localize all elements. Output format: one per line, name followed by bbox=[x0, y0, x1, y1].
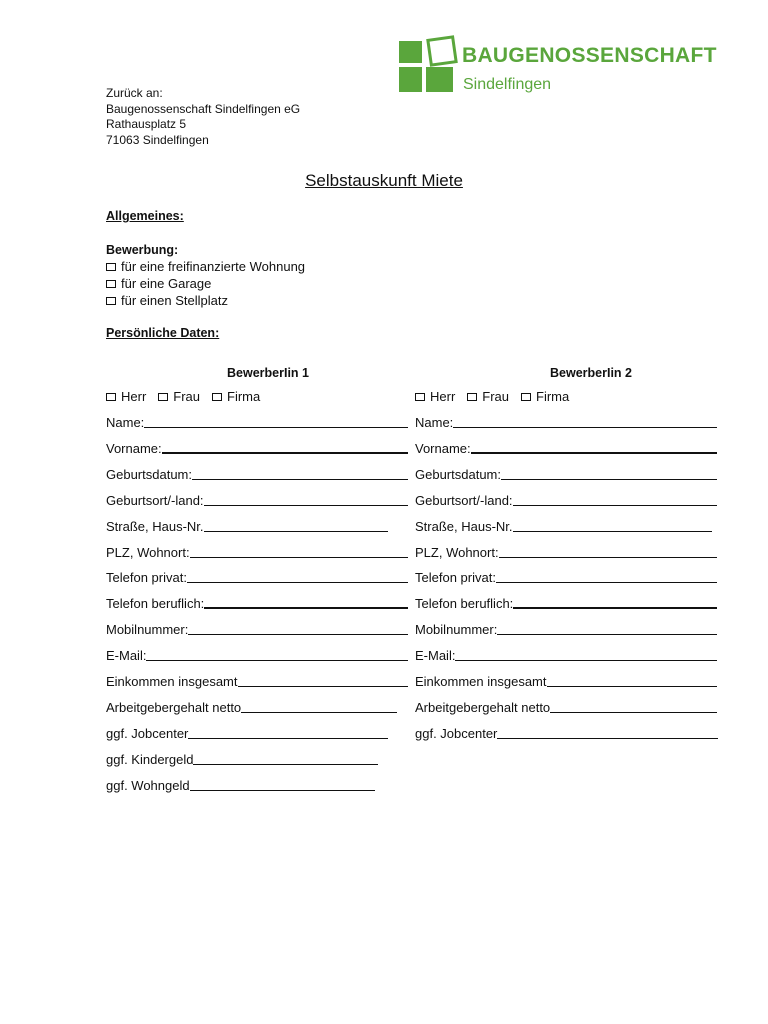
field-label: ggf. Kindergeld bbox=[106, 751, 194, 767]
salutation-option[interactable]: Firma bbox=[521, 389, 569, 404]
logo-squares-icon bbox=[398, 34, 458, 94]
form-field-applicant2[interactable] bbox=[415, 672, 717, 690]
applicant2-heading: BewerberIin 2 bbox=[550, 366, 632, 380]
field-input-line[interactable] bbox=[204, 607, 408, 609]
form-field-applicant1[interactable] bbox=[106, 594, 408, 612]
form-field-applicant1[interactable] bbox=[106, 724, 388, 742]
field-label: ggf. Jobcenter bbox=[106, 725, 189, 741]
field-input-line[interactable] bbox=[550, 712, 717, 713]
salutation-option[interactable]: Firma bbox=[212, 389, 260, 404]
field-label: Name: bbox=[415, 415, 454, 430]
field-label: Geburtsort/-land: bbox=[415, 492, 513, 508]
field-label: ggf. Jobcenter bbox=[415, 725, 498, 741]
field-label: Vorname: bbox=[415, 440, 471, 456]
field-label: Mobilnummer: bbox=[415, 622, 498, 638]
field-label: E-Mail: bbox=[415, 648, 456, 664]
checkbox[interactable] bbox=[521, 393, 531, 401]
field-input-line[interactable] bbox=[192, 479, 408, 480]
option-label: für einen Stellplatz bbox=[121, 293, 228, 308]
field-label: ggf. Wohngeld bbox=[106, 777, 190, 793]
logo-subtitle: Sindelfingen bbox=[463, 76, 552, 93]
form-field-applicant1[interactable] bbox=[106, 646, 408, 664]
logo-title: BAUGENOSSENSCHAFT bbox=[462, 44, 717, 67]
field-input-line[interactable] bbox=[190, 557, 408, 558]
form-field-applicant1[interactable] bbox=[106, 672, 408, 690]
field-input-line[interactable] bbox=[188, 738, 388, 739]
form-field-applicant2[interactable] bbox=[415, 543, 717, 561]
field-label: Mobilnummer: bbox=[106, 622, 189, 638]
option-label: für eine freifinanzierte Wohnung bbox=[121, 259, 306, 274]
field-input-line[interactable] bbox=[204, 531, 388, 532]
checkbox[interactable] bbox=[212, 393, 222, 401]
checkbox[interactable] bbox=[158, 393, 168, 401]
form-field-applicant2[interactable] bbox=[415, 698, 717, 716]
field-label: Arbeitgebergehalt netto bbox=[415, 699, 551, 715]
company-logo bbox=[398, 34, 728, 98]
form-field-applicant2[interactable] bbox=[415, 465, 717, 483]
return-address bbox=[106, 86, 300, 148]
field-label: Vorname: bbox=[106, 440, 162, 456]
form-field-applicant2[interactable] bbox=[415, 724, 718, 742]
option-label: für eine Garage bbox=[121, 276, 212, 291]
general-heading: Allgemeines: bbox=[106, 209, 184, 223]
field-label: Arbeitgebergehalt netto bbox=[106, 699, 242, 715]
field-input-line[interactable] bbox=[193, 764, 378, 765]
field-label: PLZ, Wohnort: bbox=[415, 544, 499, 560]
field-label: Einkommen insgesamt bbox=[415, 674, 547, 689]
field-input-line[interactable] bbox=[204, 505, 408, 506]
form-field-applicant1[interactable] bbox=[106, 413, 408, 431]
salutation-option[interactable]: Herr bbox=[106, 389, 146, 404]
checkbox[interactable] bbox=[467, 393, 477, 401]
form-field-applicant2[interactable] bbox=[415, 517, 712, 535]
field-input-line[interactable] bbox=[187, 582, 408, 583]
field-label: Straße, Haus-Nr. bbox=[415, 518, 513, 534]
form-field-applicant1[interactable] bbox=[106, 620, 408, 638]
field-label: PLZ, Wohnort: bbox=[106, 544, 190, 560]
applicant1-heading: BewerberIin 1 bbox=[227, 366, 309, 380]
address-line: 71063 Sindelfingen bbox=[106, 132, 209, 147]
form-field-applicant2[interactable] bbox=[415, 646, 717, 664]
application-option-apartment[interactable] bbox=[106, 259, 305, 274]
salutation-option[interactable]: Frau bbox=[158, 389, 200, 404]
form-field-applicant2[interactable] bbox=[415, 439, 717, 457]
field-label: Einkommen insgesamt bbox=[106, 674, 238, 689]
salutation-option[interactable]: Frau bbox=[467, 389, 509, 404]
form-field-applicant2[interactable] bbox=[415, 413, 717, 431]
form-field-applicant1[interactable] bbox=[106, 465, 408, 483]
field-input-line[interactable] bbox=[146, 660, 408, 661]
field-input-line[interactable] bbox=[471, 452, 717, 454]
salutation-option[interactable]: Herr bbox=[415, 389, 455, 404]
form-field-applicant1[interactable] bbox=[106, 439, 408, 457]
field-label: Telefon privat: bbox=[106, 570, 187, 586]
field-input-line[interactable] bbox=[238, 686, 409, 687]
checkbox[interactable] bbox=[106, 297, 116, 305]
form-field-applicant2[interactable] bbox=[415, 620, 717, 638]
salutation-group-2 bbox=[415, 389, 581, 404]
field-label: Straße, Haus-Nr. bbox=[106, 518, 204, 534]
field-label: E-Mail: bbox=[106, 648, 147, 664]
form-field-applicant1[interactable] bbox=[106, 517, 388, 535]
form-field-applicant1[interactable] bbox=[106, 543, 408, 561]
form-field-applicant1[interactable] bbox=[106, 568, 408, 586]
address-line: Zurück an: bbox=[106, 86, 163, 100]
form-field-applicant1[interactable] bbox=[106, 698, 397, 716]
form-field-applicant1[interactable] bbox=[106, 491, 408, 509]
address-line: Baugenossenschaft Sindelfingen eG bbox=[106, 101, 301, 116]
field-label: Geburtsort/-land: bbox=[106, 492, 204, 508]
field-input-line[interactable] bbox=[513, 531, 712, 532]
form-field-applicant1[interactable] bbox=[106, 750, 378, 768]
checkbox[interactable] bbox=[415, 393, 425, 401]
field-input-line[interactable] bbox=[241, 712, 397, 713]
field-label: Telefon beruflich: bbox=[415, 596, 514, 612]
field-label: Geburtsdatum: bbox=[415, 466, 501, 482]
field-input-line[interactable] bbox=[497, 738, 718, 739]
application-option-parking[interactable] bbox=[106, 293, 228, 308]
field-input-line[interactable] bbox=[513, 505, 717, 506]
field-label: Telefon beruflich: bbox=[106, 596, 205, 612]
field-input-line[interactable] bbox=[144, 427, 408, 428]
field-input-line[interactable] bbox=[455, 660, 717, 661]
field-input-line[interactable] bbox=[497, 634, 717, 635]
field-input-line[interactable] bbox=[501, 479, 717, 480]
checkbox[interactable] bbox=[106, 263, 116, 271]
field-label: Name: bbox=[106, 415, 145, 430]
form-field-applicant1[interactable] bbox=[106, 776, 375, 794]
checkbox[interactable] bbox=[106, 280, 116, 288]
field-input-line[interactable] bbox=[496, 582, 717, 583]
checkbox[interactable] bbox=[106, 393, 116, 401]
document-title: Selbstauskunft Miete bbox=[305, 171, 463, 190]
address-line: Rathausplatz 5 bbox=[106, 117, 187, 131]
field-input-line[interactable] bbox=[453, 427, 717, 428]
field-label: Telefon privat: bbox=[415, 570, 496, 586]
application-label: Bewerbung: bbox=[106, 243, 179, 257]
form-field-applicant2[interactable] bbox=[415, 491, 717, 509]
field-input-line[interactable] bbox=[513, 607, 717, 609]
form-field-applicant2[interactable] bbox=[415, 594, 717, 612]
form-field-applicant2[interactable] bbox=[415, 568, 717, 586]
field-input-line[interactable] bbox=[162, 452, 408, 454]
field-input-line[interactable] bbox=[547, 686, 718, 687]
personal-heading: Persönliche Daten: bbox=[106, 326, 220, 340]
field-label: Geburtsdatum: bbox=[106, 466, 192, 482]
field-input-line[interactable] bbox=[499, 557, 717, 558]
field-input-line[interactable] bbox=[188, 634, 408, 635]
salutation-group-1 bbox=[106, 389, 272, 404]
application-option-garage[interactable] bbox=[106, 276, 211, 291]
field-input-line[interactable] bbox=[190, 790, 375, 791]
